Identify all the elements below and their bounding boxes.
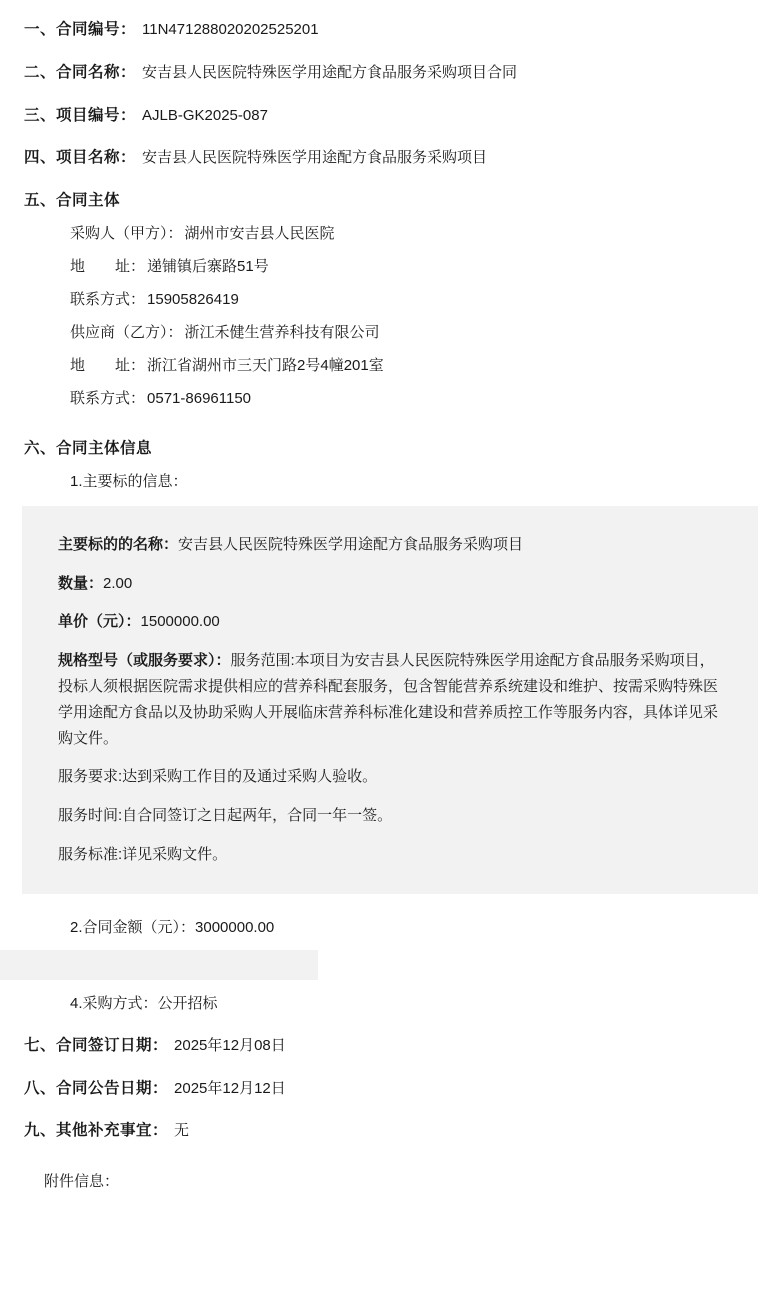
purchaser-contact-value: 15905826419 — [147, 290, 239, 308]
project-name-label: 四、项目名称： — [24, 149, 137, 167]
announcement-date-label: 八、合同公告日期： — [24, 1079, 169, 1097]
background-highlight-artifact — [0, 950, 318, 980]
section-contract-parties — [22, 189, 758, 411]
subject-name-label: 主要标的的名称： — [58, 535, 179, 553]
contract-amount-line: 2.合同金额（元）：3000000.00 — [70, 918, 275, 936]
supplier-contact-value: 0571-86961150 — [147, 389, 252, 407]
specification-row — [58, 648, 724, 751]
subject-name-row — [58, 532, 724, 558]
section-contract-number — [22, 18, 758, 43]
purchaser-value: 湖州市安吉县人民医院 — [184, 224, 335, 242]
contract-name-value: 安吉县人民医院特殊医学用途配方食品服务采购项目合同 — [142, 63, 518, 81]
service-requirement-row: 服务要求:达到采购工作目的及通过采购人验收。 — [58, 768, 378, 786]
supplier-address-label: 地 址： — [70, 356, 146, 374]
supplier-value: 浙江禾健生营养科技有限公司 — [184, 323, 380, 341]
contract-body-info-heading: 六、合同主体信息 — [24, 439, 153, 457]
quantity-row — [58, 571, 724, 597]
main-subject-detail-box — [22, 506, 758, 894]
unit-price-value: 1500000.00 — [140, 613, 220, 631]
main-subject-info-label: 1.主要标的信息： — [70, 472, 188, 490]
procurement-method-line: 4.采购方式：公开招标 — [70, 994, 218, 1012]
supplier-label: 供应商（乙方）： — [70, 323, 183, 341]
party-row — [70, 255, 758, 279]
service-time-row: 服务时间:自合同签订之日起两年，合同一年一签。 — [58, 807, 393, 825]
project-number-value: AJLB-GK2025-087 — [142, 106, 268, 124]
signing-date-value: 2025年12月08日 — [174, 1036, 286, 1054]
section-project-name — [22, 146, 758, 171]
purchaser-contact-label: 联系方式： — [70, 290, 146, 308]
contract-number-value: 11N471288020202525201 — [142, 21, 319, 38]
project-number-label: 三、项目编号： — [24, 106, 137, 124]
section-announcement-date — [22, 1077, 758, 1102]
party-row — [70, 222, 758, 246]
section-contract-name — [22, 61, 758, 86]
quantity-label: 数量： — [58, 574, 104, 592]
section-other-matters — [22, 1119, 758, 1144]
specification-label: 规格型号（或服务要求）： — [58, 652, 231, 670]
unit-price-row — [58, 609, 724, 635]
supplier-contact-label: 联系方式： — [70, 389, 146, 407]
party-row — [70, 387, 758, 411]
service-standard-row: 服务标准:详见采购文件。 — [58, 845, 228, 863]
section-signing-date — [22, 1034, 758, 1059]
purchaser-address-value: 递铺镇后寨路51号 — [147, 257, 269, 275]
contract-parties-heading: 五、合同主体 — [24, 192, 121, 210]
contract-name-label: 二、合同名称： — [24, 63, 137, 81]
party-row — [70, 288, 758, 312]
purchaser-address-label: 地 址： — [70, 257, 146, 275]
supplier-address-value: 浙江省湖州市三天门路2号4幢201室 — [147, 356, 384, 374]
contract-number-label: 一、合同编号： — [24, 21, 137, 38]
section-contract-body-info — [22, 437, 758, 1016]
attachment-info-label: 附件信息： — [44, 1173, 120, 1191]
announcement-date-value: 2025年12月12日 — [174, 1079, 286, 1097]
quantity-value: 2.00 — [103, 574, 133, 592]
project-name-value: 安吉县人民医院特殊医学用途配方食品服务采购项目 — [142, 149, 488, 167]
subject-name-value: 安吉县人民医院特殊医学用途配方食品服务采购项目 — [178, 535, 524, 553]
other-matters-label: 九、其他补充事宜： — [24, 1122, 169, 1140]
party-row — [70, 321, 758, 345]
signing-date-label: 七、合同签订日期： — [24, 1036, 169, 1054]
specification-value: 服务范围:本项目为安吉县人民医院特殊医学用途配方食品服务采购项目，投标人须根据医院需求提供相应的营养科配套服务，包含智能营养系统建设和维护、按需采购特殊医学用途配方食品以及协助采购人开展临床营养科标准化建设和营养质控工作等服务内容，具体详见采购文件。 — [58, 652, 719, 747]
section-project-number — [22, 104, 758, 129]
other-matters-value: 无 — [174, 1122, 190, 1140]
unit-price-label: 单价（元）： — [58, 613, 141, 631]
party-row — [70, 354, 758, 378]
purchaser-label: 采购人（甲方）： — [70, 224, 183, 242]
